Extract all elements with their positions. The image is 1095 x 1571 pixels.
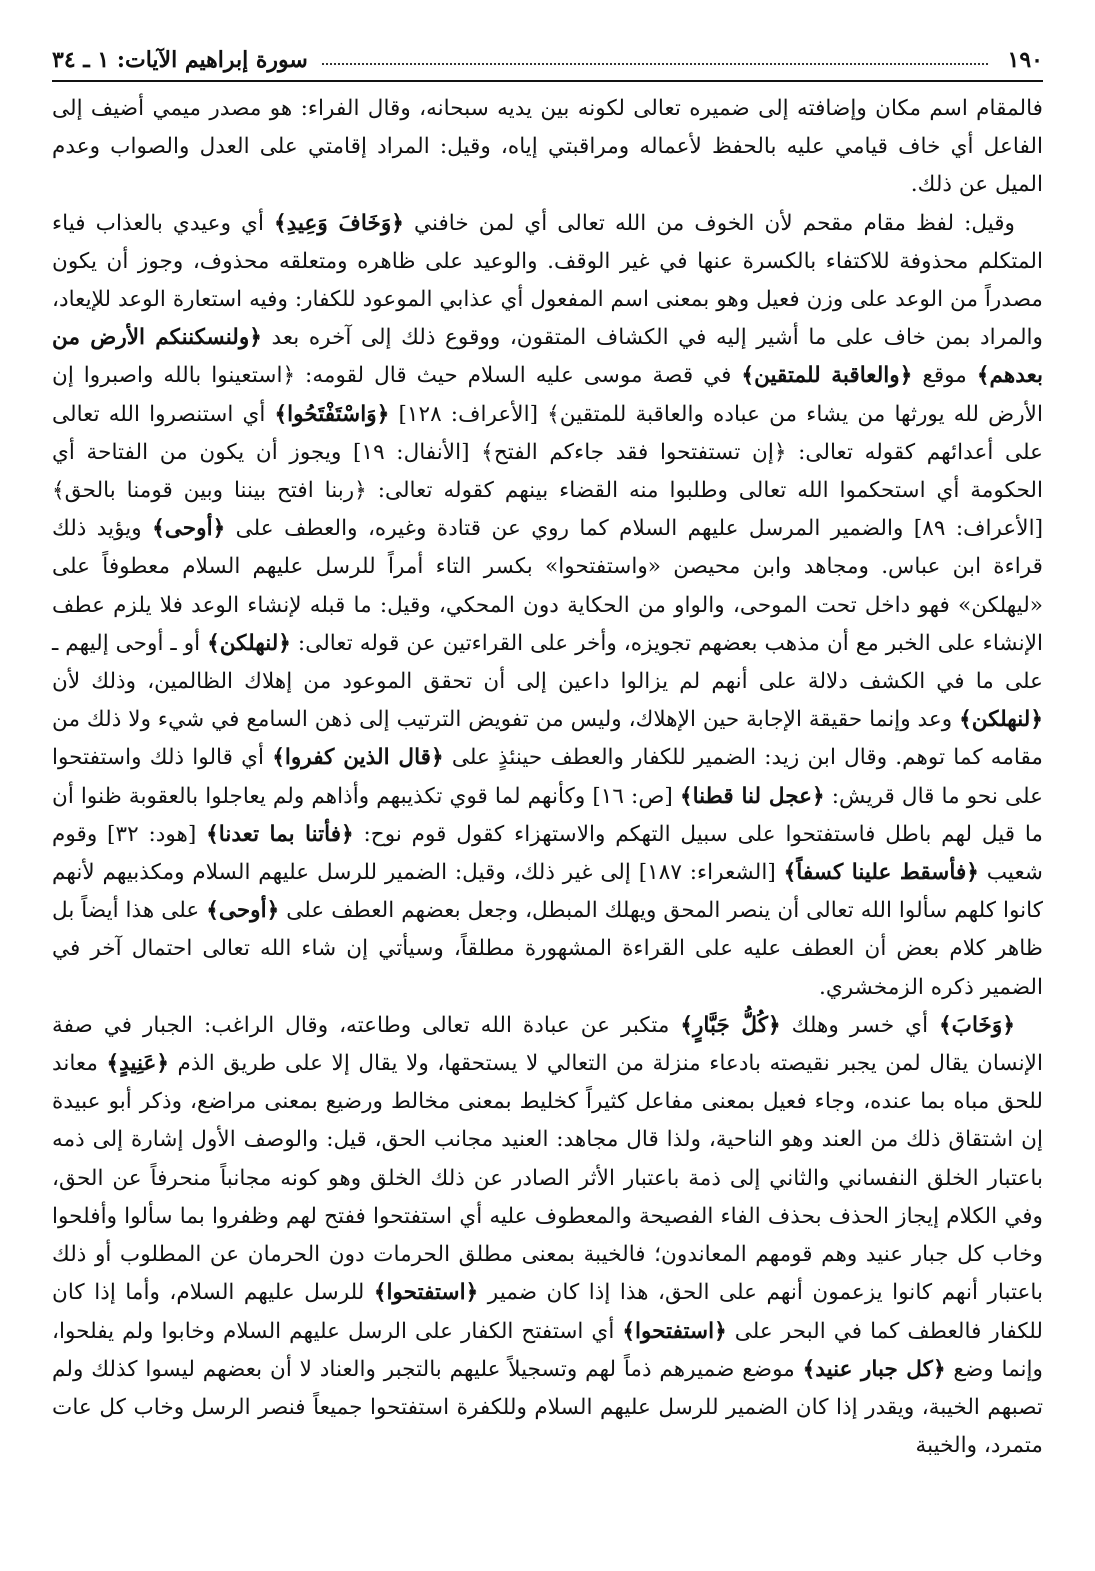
quran-quote: ﴿وَخَافَ وَعِيدِ﴾ (274, 210, 404, 236)
text-run: [ص: ١٦] وكأنهم لما قوي تكذيبهم وأذاهم ولم يعاجلوا بالعقوبة ظنوا أن ما قيل لهم باطل فاستفتحوا على سبيل التهكم والاستهزاء كقول قوم نوح: (52, 783, 1043, 847)
surah-title: سورة إبراهيم الآيات: ١ ـ ٣٤ (52, 47, 308, 73)
text-run: وقيل: لفظ مقام مقحم لأن الخوف من الله تعالى أي لمن خافني (403, 210, 1015, 236)
quran-quote: ﴿استفتحوا﴾ (622, 1318, 727, 1344)
text-run: على هذا أيضاً بل ظاهر كلام بعض أن العطف عليه على القراءة المشهورة مطلقاً، وسيأتي إن شاء الله تعالى احتمال آخر في الضمير ذكره الزمخشري. (52, 898, 1043, 1000)
quran-quote: ﴿عَنِيدٍ﴾ (106, 1051, 169, 1077)
text-run: أي وعيدي بالعذاب فياء المتكلم محذوفة للاكتفاء بالكسرة عنها في غير الوقف. والوعيد على ظاهره ومتعلقه محذوف، وجوز أن يكون مصدراً من الوعد على وزن فعيل وهو بمعنى اسم المفعول أي عذابي الموعود للكفار: وفيه استعارة الوعد للإيعاد، والمراد بمن خاف على ما أشير إليه في الكشاف المتقون، ووقوع ذلك إلى آخره بعد (52, 210, 1043, 351)
text-run: [الشعراء: ١٨٧] إلى غير ذلك، وقيل: الضمير للرسل عليهم السلام ومكذبيهم لأنهم كانوا كلهم سألوا الله تعالى أن ينصر المحق ويهلك المبطل، وجعل بعضهم العطف على (52, 860, 1043, 924)
text-run: للرسل عليهم السلام، وأما إذا كان للكفار فالعطف كما في البحر على (52, 1280, 1043, 1344)
quran-quote: ﴿أوحى﴾ (152, 516, 226, 542)
text-run: متكبر عن عبادة الله تعالى وطاعته، وقال الراغب: الجبار في صفة الإنسان يقال لمن يجبر نقيصته بادعاء منزلة من التعالي لا يستحقها، ولا يقال إلا على طريق الذم (52, 1012, 1043, 1077)
text-run: معاند للحق مباه بما عنده، وجاء فعيل بمعنى مفاعل كثيراً كخليط بمعنى مخالط ورضيع بمعنى مراضع، وذكر أبو عبيدة إن اشتقاق ذلك من العند وهو الناحية، ولذا قال مجاهد: العنيد مجانب الحق، قيل: والوصف الأول إشارة إلى ذمه باعتبار الخلق النفساني والثاني إلى ذمة باعتبار الأثر الصادر عن ذلك الخلق وهو كونه مجانباً منحرفاً عن الحق، وفي الكلام إيجاز الحذف بحذف الفاء الفصيحة والمعطوف عليه أي استفتحوا ففتح لهم وظفروا بما سألوا وأفلحوا وخاب كل جبار عنيد وهم قومهم المعاندون؛ فالخيبة بمعنى مطلق الحرمات دون الحرمان عن المطلوب أو ذلك باعتبار أنهم كانوا يزعمون أنهم على الحق، هذا إذا كان ضمير (52, 1051, 1043, 1306)
quran-quote: ﴿كُلُّ جَبَّارٍ﴾ (680, 1012, 781, 1038)
running-header (52, 40, 1043, 82)
text-run: وعد وإنما حقيقة الإجابة حين الإهلاك، وليس من تفويض الترتيب إلى ذهن السامع في شيء ولا ذلك من مقامه كما توهم. وقال ابن زيد: الضمير للكفار والعطف حينئذٍ على (52, 707, 1043, 771)
text-run: أي استنصروا الله تعالى على أعدائهم كقوله تعالى: ﴿إن تستفتحوا فقد جاءكم الفتح﴾ [الأنفال: ١٩] ويجوز أن يكون من الفتاحة أي الحكومة أي استحكموا الله تعالى وطلبوا منه القضاء بينهم كقوله تعالى: ﴿ربنا افتح بيننا وبين قومنا بالحق﴾ [الأعراف: ٨٩] والضمير المرسل عليهم السلام كما روي عن قتادة وغيره، والعطف على (52, 401, 1044, 542)
quran-quote: ﴿فأتنا بما تعدنا﴾ (206, 821, 354, 847)
text-run: أو ـ أوحى إليهم ـ على ما في الكشف دلالة على أنهم لم يزالوا داعين إلى أن تحقق الموعود من إهلاك الظالمين، وذلك لأن (52, 630, 1043, 695)
quran-quote: ﴿وَاسْتَفْتَحُوا﴾ (274, 401, 390, 427)
quran-quote: ﴿أوحى﴾ (206, 898, 280, 924)
quran-quote: ﴿كل جبار عنيد﴾ (802, 1356, 946, 1382)
text-run: أي استفتح الكفار على الرسل عليهم السلام وخابوا ولم يفلحوا، وإنما وضع (52, 1318, 1043, 1382)
text-run: موقع (912, 363, 977, 389)
paragraph-p2 (52, 205, 1043, 1007)
text-run: أي خسر وهلك (780, 1012, 939, 1038)
quran-quote: ﴿استفتحوا﴾ (373, 1280, 479, 1306)
page-number: ١٩٠ (1007, 47, 1043, 73)
text-run: [هود: ٣٢] وقوم شعيب (52, 821, 1043, 886)
quran-quote: ﴿فأسقط علينا كسفاً﴾ (783, 860, 979, 886)
quran-quote: ﴿لنهلكن﴾ (959, 707, 1043, 733)
quran-quote: ﴿والعاقبة للمتقين﴾ (741, 363, 913, 389)
dotted-leader (322, 63, 988, 65)
text-run: أي قالوا ذلك واستفتحوا على نحو ما قال قريش: (52, 745, 1043, 809)
text-run: فالمقام اسم مكان وإضافته إلى ضميره تعالى لكونه بين يديه سبحانه، وقال الفراء: هو مصدر ميمي أضيف إلى الفاعل أي خاف قيامي عليه بالحفظ لأعماله ومراقبتي إياه، وقيل: المراد إقامتي على العدل والصواب وعدم الميل عن ذلك. (52, 96, 1043, 198)
quran-quote: ﴿لنهلكن﴾ (207, 630, 291, 656)
paragraph-p3 (52, 1007, 1043, 1465)
page-body (52, 90, 1043, 1465)
quran-quote: ﴿ولنسكننكم الأرض من بعدهم﴾ (52, 325, 1044, 389)
quran-quote: ﴿قال الذين كفروا﴾ (272, 745, 444, 771)
text-run: ويؤيد ذلك قراءة ابن عباس. ومجاهد وابن محيصن «واستفتحوا» بكسر التاء أمراً للرسل عليهم السلام معطوفاً على «ليهلكن» فهو داخل تحت الموحى، والواو من الحكاية دون المحكي، وقيل: ما قبله لإنشاء الوعد فلا يلزم عطف الإنشاء على الخبر مع أن مذهب بعضهم تجويزه، وأخر على القراءتين عن قوله تعالى: (52, 516, 1044, 656)
quran-quote: ﴿عجل لنا قطنا﴾ (679, 783, 825, 809)
paragraph-p1 (52, 90, 1043, 205)
text-run: موضع ضميرهم ذماً لهم وتسجيلاً عليهم بالتجبر والعناد لا أن بعضهم ليسوا كذلك ولم تصبهم الخيبة، ويقدر إذا كان الضمير للرسل عليهم السلام وللكفرة استفتحوا جميعاً فنصر الرسل وخاب كل عات متمرد، والخيبة (52, 1356, 1043, 1459)
quran-quote: ﴿وَخَابَ﴾ (939, 1012, 1015, 1038)
text-run: في قصة موسى عليه السلام حيث قال لقومه: ﴿استعينوا بالله واصبروا إن الأرض لله يورثها من يشاء من عباده والعاقبة للمتقين﴾ [الأعراف: ١٢٨] (52, 363, 1043, 427)
